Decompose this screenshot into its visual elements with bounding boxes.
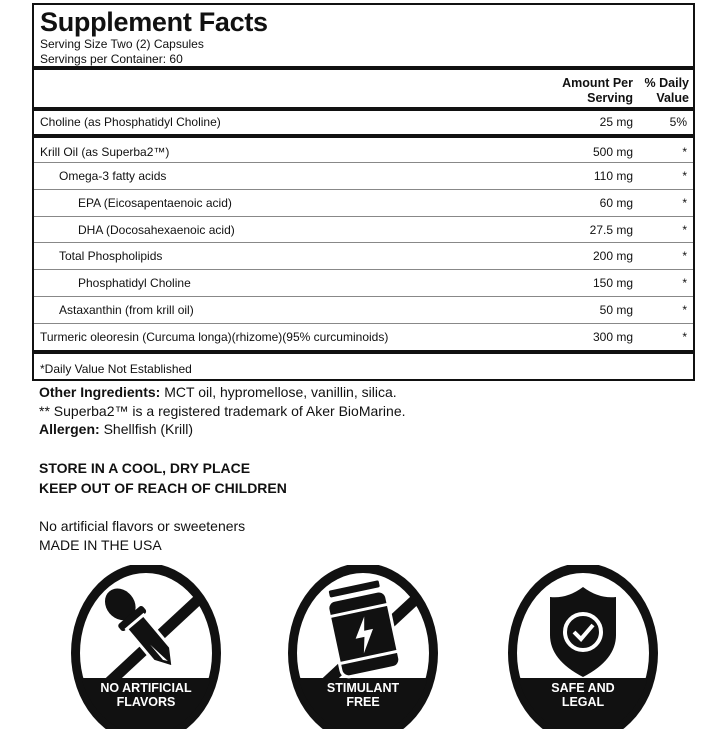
allergen [39,421,193,437]
badge-label-line1: SAFE AND [551,681,615,695]
nutrient-row [34,270,693,296]
nutrient-daily-value: * [682,169,687,183]
nutrient-daily-value: * [682,196,687,210]
divider [34,350,693,354]
badge-label [281,681,445,709]
nutrient-name: Krill Oil (as Superba2™) [40,145,170,159]
note-line-1: No artificial flavors or sweeteners [39,518,246,534]
storage-line-1: STORE IN A COOL, DRY PLACE [39,460,251,476]
nutrient-amount: 150 mg [592,276,633,290]
panel-title: Supplement Facts [40,7,268,37]
allergen-label: Allergen: [39,421,100,437]
badge-label-line2: LEGAL [561,695,605,709]
badge-label-line1: STIMULANT [326,681,400,695]
other-ingredients-value: MCT oil, hypromellose, vanillin, silica. [160,384,397,400]
nutrient-daily-value: * [682,145,687,159]
nutrient-name: Phosphatidyl Choline [78,276,191,290]
nutrient-daily-value: * [682,223,687,237]
nutrient-row [34,297,693,323]
nutrient-name: Astaxanthin (from krill oil) [59,303,194,317]
divider [34,134,693,138]
other-ingredients-label: Other Ingredients: [39,384,161,400]
badge-safe-and-legal [501,565,665,729]
other-ingredients [39,384,397,400]
nutrient-name: DHA (Docosahexaenoic acid) [78,223,235,237]
nutrient-name: Total Phospholipids [59,249,163,263]
nutrient-amount: 110 mg [593,169,633,183]
nutrient-amount: 300 mg [592,330,633,344]
dv-header [645,76,689,106]
nutrient-amount: 60 mg [599,196,633,210]
nutrient-row [34,109,693,135]
amount-header-line1: Amount Per [562,76,633,90]
nutrient-name: Turmeric oleoresin (Curcuma longa)(rhizome)(95% curcuminoids) [40,330,389,344]
nutrient-amount: 200 mg [592,249,633,263]
badge-label-line2: FLAVORS [116,695,176,709]
supplement-facts-panel [32,3,695,381]
amount-header-line2: Serving [587,91,633,105]
allergen-value: Shellfish (Krill) [99,421,194,437]
footnote: *Daily Value Not Established [40,362,192,376]
nutrient-row [34,243,693,269]
badge-label [64,681,228,709]
nutrient-daily-value: 5% [669,115,687,129]
dv-header-line2: Value [656,91,689,105]
amount-header [562,76,633,106]
nutrient-row [34,190,693,216]
nutrient-row [34,324,693,350]
nutrient-amount: 27.5 mg [589,223,633,237]
nutrient-daily-value: * [682,330,687,344]
nutrient-daily-value: * [682,303,687,317]
trademark-note: ** Superba2™ is a registered trademark of Aker BioMarine. [39,403,406,419]
nutrient-daily-value: * [682,276,687,290]
badge-label [501,681,665,709]
storage-line-2: KEEP OUT OF REACH OF CHILDREN [39,480,287,496]
serving-size: Serving Size Two (2) Capsules [40,37,204,51]
nutrient-row [34,163,693,189]
divider [34,66,693,70]
nutrient-daily-value: * [682,249,687,263]
nutrient-name: Choline (as Phosphatidyl Choline) [40,115,221,129]
nutrient-amount: 50 mg [599,303,633,317]
dv-header-line1: % Daily [644,76,689,90]
nutrient-name: Omega-3 fatty acids [59,169,167,183]
badge-label-line1: NO ARTIFICIAL [100,681,192,695]
note-line-2: MADE IN THE USA [39,537,162,553]
nutrient-row [34,217,693,243]
nutrient-name: EPA (Eicosapentaenoic acid) [78,196,232,210]
badge-stimulant-free [281,565,445,729]
servings-per-container: Servings per Container: 60 [40,52,183,66]
nutrient-amount: 500 mg [592,145,633,159]
nutrient-amount: 25 mg [599,115,633,129]
badge-label-line2: FREE [346,695,380,709]
badge-no-artificial-flavors [64,565,228,729]
